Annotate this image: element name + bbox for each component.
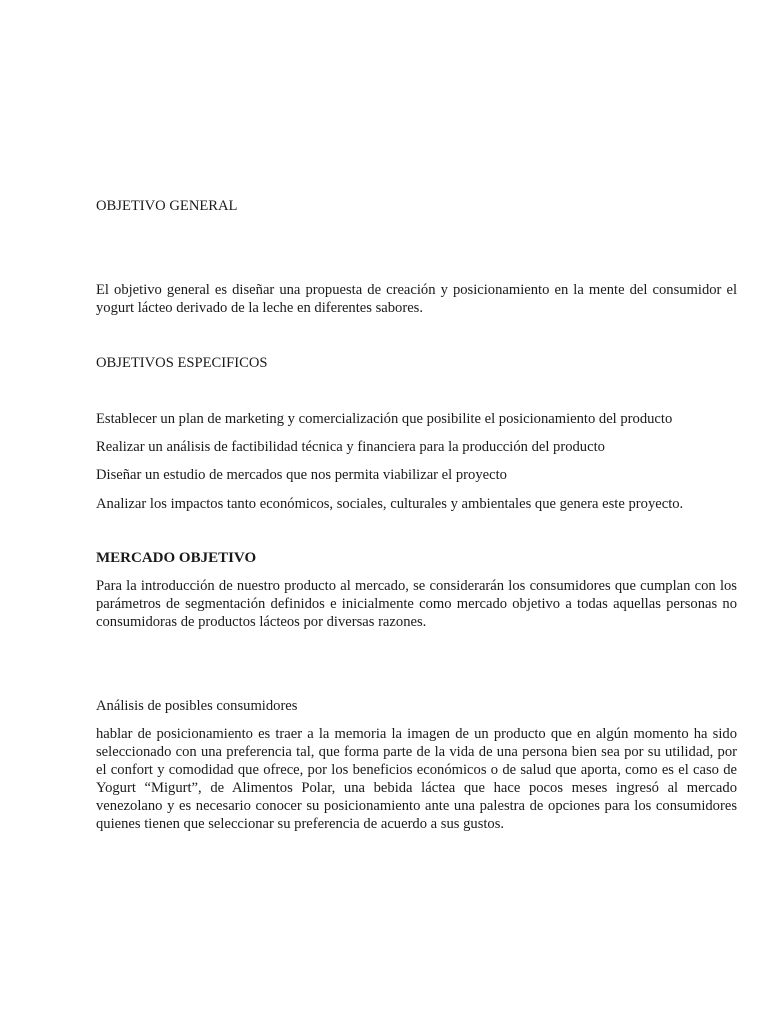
objetivo-especifico-item: Analizar los impactos tanto económicos, sociales, culturales y ambientales que genera este proyecto. — [96, 496, 684, 512]
analisis-consumidores-heading: Análisis de posibles consumidores — [96, 698, 298, 714]
mercado-objetivo-paragraph: Para la introducción de nuestro producto al mercado, se considerarán los consumidores que cumplan con los parámetros de segmentación definidos e inicialmente como mercado objetivo a todas aquellas personas no consumidoras de productos lácteos por diversas razones. — [96, 578, 737, 630]
objetivo-especifico-item: Establecer un plan de marketing y comercialización que posibilite el posicionamiento del producto — [96, 411, 673, 427]
objetivo-general-paragraph: El objetivo general es diseñar una propuesta de creación y posicionamiento en la mente del consumidor el yogurt lácteo derivado de la leche en diferentes sabores. — [96, 282, 737, 316]
mercado-objetivo-heading: MERCADO OBJETIVO — [96, 550, 257, 566]
objetivo-especifico-item: Realizar un análisis de factibilidad técnica y financiera para la producción del producto — [96, 439, 605, 455]
analisis-consumidores-paragraph: hablar de posicionamiento es traer a la memoria la imagen de un producto que en algún momento ha sido seleccionado con una preferencia tal, que forma parte de la vida de una persona bien sea por su utilidad, por el confort y comodidad que ofrece, por los beneficios económicos o de salud que aporta, como es el caso de Yogurt “Migurt”, de Alimentos Polar, una bebida láctea que hace pocos meses ingresó al mercado venezolano y es necesario conocer su posicionamiento ante una palestra de opciones para los consumidores quienes tienen que seleccionar su preferencia de acuerdo a sus gustos. — [96, 726, 737, 832]
objetivos-especificos-heading: OBJETIVOS ESPECIFICOS — [96, 355, 268, 371]
objetivo-general-heading: OBJETIVO GENERAL — [96, 198, 238, 214]
objetivo-especifico-item: Diseñar un estudio de mercados que nos permita viabilizar el proyecto — [96, 467, 507, 483]
